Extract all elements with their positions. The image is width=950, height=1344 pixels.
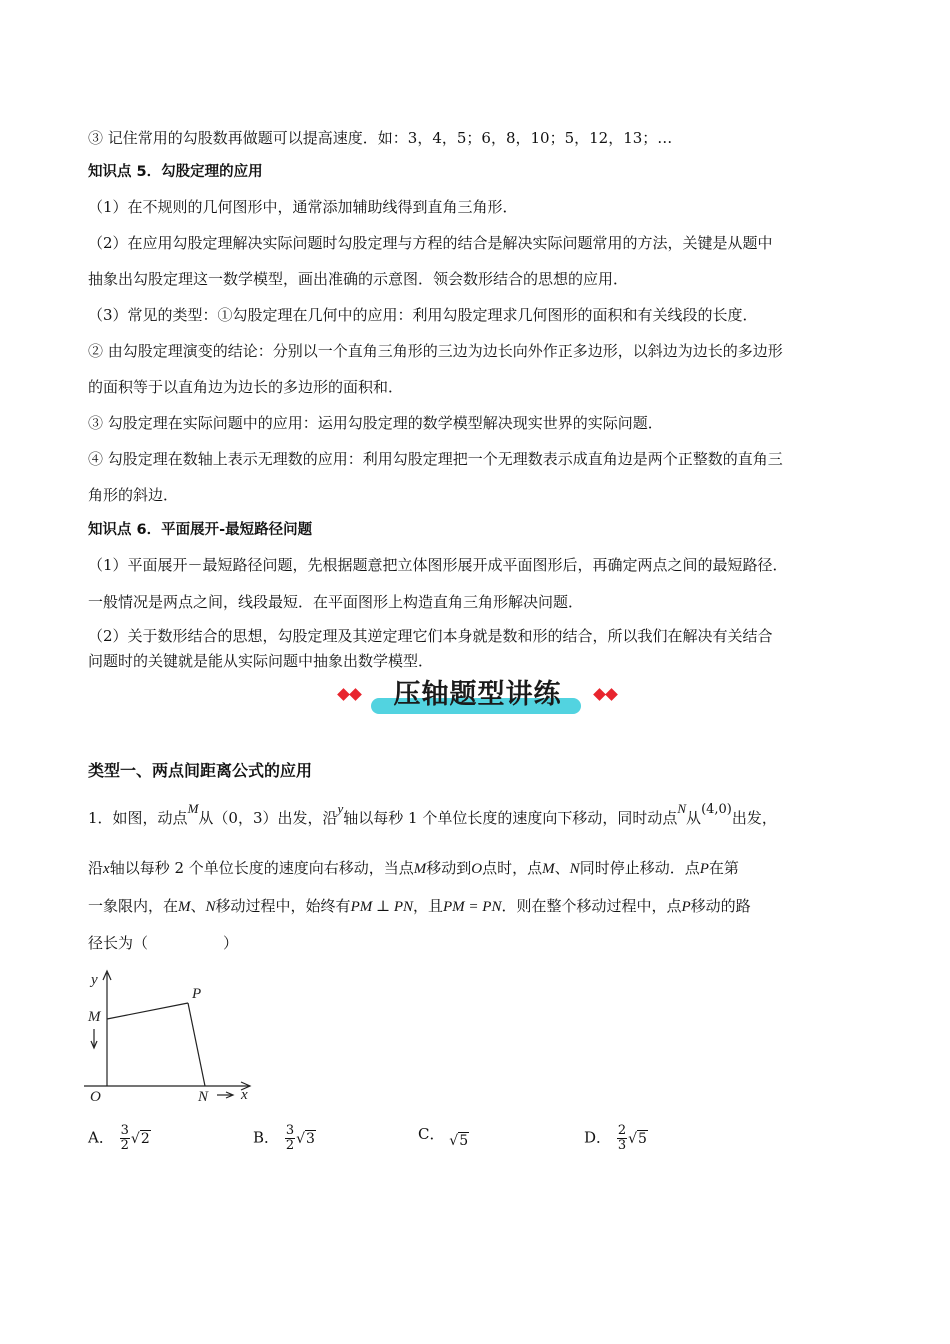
kp6-point-1a: （1）平面展开－最短路径问题，先根据题意把立体图形展开成平面图形后，再确定两点之间的最短路径．: [88, 556, 788, 574]
kp5-point-2b: 抽象出勾股定理这一数学模型，画出准确的示意图．领会数形结合的思想的应用．: [88, 270, 629, 288]
var-M: M: [413, 861, 427, 877]
kp6-point-2b: 问题时的关键就是能从实际问题中抽象出数学模型．: [88, 652, 434, 670]
kp5-point-4b: 的面积等于以直角边为边长的多边形的面积和．: [88, 378, 404, 396]
kp5-point-1: （1）在不规则的几何图形中，通常添加辅助线得到直角三角形．: [88, 198, 518, 216]
point-coordinate: (4,0): [701, 802, 732, 817]
section-banner: [335, 676, 620, 716]
kp5-point-6b: 角形的斜边．: [88, 486, 179, 504]
var-P: P: [681, 899, 691, 915]
sqrt-icon: √5: [449, 1133, 469, 1149]
option-d[interactable]: D． $\frac{2}{3}$ √5: [584, 1123, 647, 1153]
perpendicular-condition: PM ⊥ PN: [350, 899, 413, 915]
banner-title: 压轴题型讲练: [393, 679, 562, 710]
question-line-1: 1．如图，动点M从（0，3）出发，沿y轴以每秒 1 个单位长度的速度向下移动，同时动点N从(4,0)出发，: [88, 801, 777, 827]
kp6-title: 知识点 6．平面展开-最短路径问题: [88, 522, 313, 538]
label-M: M: [88, 1009, 101, 1025]
tip-pythagorean-triples: ③ 记住常用的勾股数再做题可以提高速度．如：3，4，5；6，8，10；5，12，13；…: [88, 129, 673, 147]
var-N: N: [205, 899, 216, 915]
var-y: y: [337, 801, 344, 816]
type1-title: 类型一、两点间距离公式的应用: [88, 761, 313, 780]
equal-condition: PM = PN: [443, 899, 502, 915]
sqrt-icon: √2: [130, 1130, 150, 1147]
var-M: M: [187, 801, 199, 816]
var-M: M: [542, 861, 555, 877]
sqrt-icon: √5: [628, 1130, 647, 1147]
kp5-point-5: ③ 勾股定理在实际问题中的应用：运用勾股定理的数学模型解决现实世界的实际问题．: [88, 414, 663, 432]
kp6-point-2a: （2）关于数形结合的思想，勾股定理及其逆定理它们本身就是数和形的结合，所以我们在解决有关结合: [88, 627, 773, 645]
kp6-point-1b: 一般情况是两点之间，线段最短．在平面图形上构造直角三角形解决问题．: [88, 593, 584, 611]
var-N: N: [569, 861, 580, 877]
kp5-point-4a: ② 由勾股定理演变的结论：分别以一个直角三角形的三边为边长向外作正多边形，以斜边为边长的多边形: [88, 342, 783, 360]
label-y: y: [91, 972, 98, 988]
coordinate-diagram: [80, 965, 270, 1110]
question-line-4: 径长为（ ）: [88, 934, 239, 952]
sqrt-icon: √3: [296, 1130, 315, 1147]
label-O: O: [90, 1089, 101, 1105]
label-N: N: [198, 1089, 209, 1105]
var-x: x: [103, 861, 110, 877]
fraction: $\frac{2}{3}$: [617, 1123, 627, 1153]
option-c[interactable]: C． √5: [418, 1125, 469, 1149]
question-figure: [80, 965, 270, 1114]
var-M: M: [178, 899, 191, 915]
var-N: N: [677, 801, 687, 816]
label-x: x: [241, 1087, 248, 1103]
question-line-2: 沿x轴以每秒 2 个单位长度的速度向右移动，当点M移动到O点时，点M、N同时停止移动．点P在第: [88, 859, 739, 877]
fraction: $\frac{3}{2}$: [285, 1123, 295, 1153]
var-P: P: [699, 861, 709, 877]
question-line-3: 一象限内，在M、N移动过程中，始终有PM ⊥ PN，且PM = PN．则在整个移动过程中，点P移动的路: [88, 897, 751, 915]
kp5-title: 知识点 5．勾股定理的应用: [88, 164, 263, 180]
fraction: $\frac{3}{2}$: [120, 1123, 129, 1153]
var-O: O: [471, 861, 483, 877]
segment-PN: [188, 1003, 205, 1086]
segment-MP: [107, 1003, 188, 1019]
option-a[interactable]: A． $\frac{3}{2}$ √2: [88, 1123, 150, 1153]
label-P: P: [192, 986, 202, 1002]
kp5-point-3: （3）常见的类型：①勾股定理在几何中的应用：利用勾股定理求几何图形的面积和有关线段的长度．: [88, 306, 758, 324]
kp5-point-6a: ④ 勾股定理在数轴上表示无理数的应用：利用勾股定理把一个无理数表示成直角边是两个正整数的直角三: [88, 450, 783, 468]
question-number: 1．: [88, 809, 113, 827]
kp5-point-2a: （2）在应用勾股定理解决实际问题时勾股定理与方程的结合是解决实际问题常用的方法，关键是从题中: [88, 234, 773, 252]
option-b[interactable]: B． $\frac{3}{2}$ √3: [253, 1123, 315, 1153]
